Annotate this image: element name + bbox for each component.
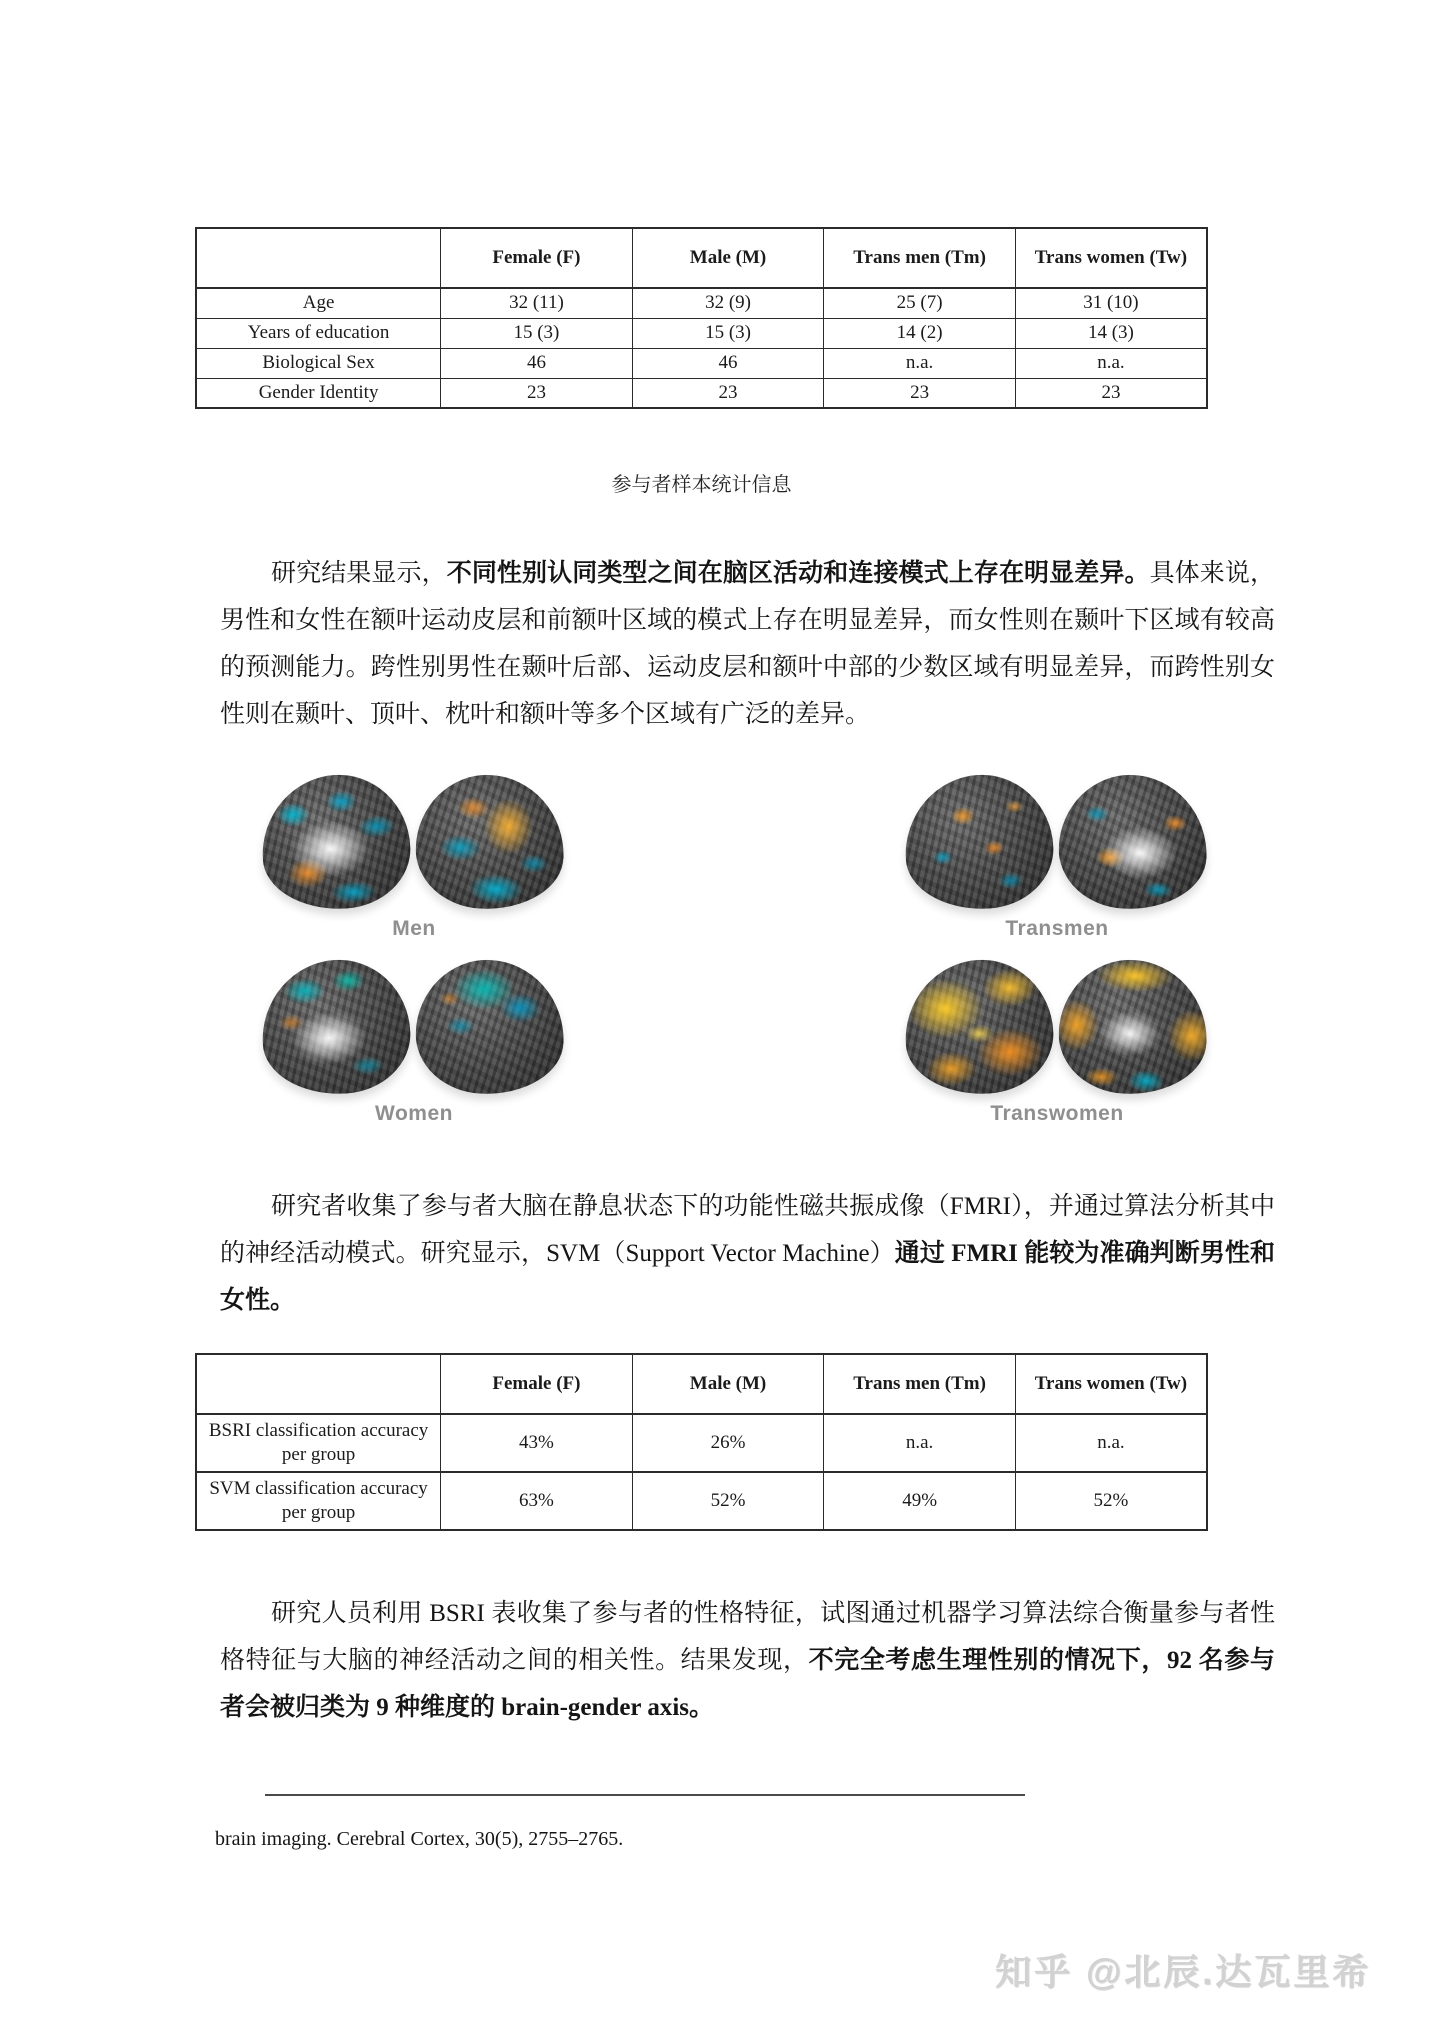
header-cell-transmen: Trans men (Tm) bbox=[824, 1354, 1016, 1414]
brain-figure-men bbox=[262, 775, 566, 941]
figure-label-transmen: Transmen bbox=[1005, 917, 1109, 940]
brain-pair bbox=[905, 960, 1209, 1094]
table-cell: 46 bbox=[441, 348, 633, 378]
footnote-citation: brain imaging. Cerebral Cortex, 30(5), 2755–2765. bbox=[215, 1828, 624, 1850]
figure-label-men: Men bbox=[392, 917, 436, 940]
paragraph-bold-text: 不完全考虑生理性别的情况下，92 名参与者会被归类为 9 种维度的 brain-gender axis。 bbox=[220, 1647, 1275, 1721]
table-cell: 63% bbox=[441, 1472, 633, 1530]
header-cell-transwomen: Trans women (Tw) bbox=[1015, 228, 1207, 288]
brain-image-transmen-medial bbox=[1057, 772, 1210, 911]
brain-figure-transwomen bbox=[905, 960, 1209, 1126]
paragraph-bold-text: 通过 FMRI 能较为准确判断男性和女性。 bbox=[220, 1240, 1276, 1314]
paragraph-bold-text: 不同性别认同类型之间在脑区活动和连接模式上存在明显差异。 bbox=[446, 560, 1150, 587]
table-row-biological-sex bbox=[196, 348, 1207, 378]
classification-accuracy-table bbox=[195, 1353, 1208, 1531]
brain-image-transmen-lateral bbox=[902, 771, 1057, 913]
table-cell: n.a. bbox=[1015, 348, 1207, 378]
paragraph-text: 研究者收集了参与者大脑在静息状态下的功能性磁共振成像（FMRI），并通过算法分析其中的神经活动模式。研究显示，SVM（Support Vector Machine） bbox=[220, 1193, 1275, 1267]
brain-image-transwomen-medial bbox=[1057, 957, 1210, 1096]
header-cell-empty bbox=[196, 1354, 441, 1414]
table-cell: 52% bbox=[632, 1472, 824, 1530]
table-row-svm-accuracy bbox=[196, 1472, 1207, 1530]
demographics-table bbox=[195, 227, 1208, 409]
table-cell: 14 (2) bbox=[824, 318, 1016, 348]
table-cell: 26% bbox=[632, 1414, 824, 1472]
paragraph-text: 研究人员利用 BSRI 表收集了参与者的性格特征，试图通过机器学习算法综合衡量参与者性格特征与大脑的神经活动之间的相关性。结果发现， bbox=[220, 1600, 1275, 1674]
header-cell-male: Male (M) bbox=[632, 1354, 824, 1414]
table-cell: n.a. bbox=[824, 348, 1016, 378]
table-cell: 32 (11) bbox=[441, 288, 633, 318]
table-cell: 23 bbox=[441, 378, 633, 408]
table-cell: 23 bbox=[1015, 378, 1207, 408]
table-row-age bbox=[196, 288, 1207, 318]
brain-pair bbox=[905, 775, 1209, 909]
zhihu-watermark: 知乎 @北辰.达瓦里希 bbox=[995, 1951, 1372, 1992]
paragraph-text: 研究结果显示， bbox=[271, 560, 447, 587]
brain-image-men-medial bbox=[259, 771, 414, 913]
paragraph-fmri-svm bbox=[220, 1183, 1275, 1324]
table-header-row bbox=[196, 228, 1207, 288]
paragraph-results-overview bbox=[220, 550, 1275, 738]
table-cell: 14 (3) bbox=[1015, 318, 1207, 348]
brain-image-women-lateral bbox=[414, 957, 567, 1096]
row-label: Gender Identity bbox=[196, 378, 441, 408]
header-cell-empty bbox=[196, 228, 441, 288]
header-cell-male: Male (M) bbox=[632, 228, 824, 288]
figure-label-transwomen: Transwomen bbox=[990, 1102, 1124, 1125]
brain-pair bbox=[262, 775, 566, 909]
table-row-education bbox=[196, 318, 1207, 348]
table-cell: 15 (3) bbox=[632, 318, 824, 348]
footnote-divider bbox=[265, 1794, 1025, 1796]
header-cell-female: Female (F) bbox=[441, 228, 633, 288]
brain-image-men-lateral bbox=[414, 772, 567, 911]
table-cell: 31 (10) bbox=[1015, 288, 1207, 318]
table-cell: n.a. bbox=[824, 1414, 1016, 1472]
table-header-row bbox=[196, 1354, 1207, 1414]
table-cell: 23 bbox=[824, 378, 1016, 408]
figure-label-women: Women bbox=[375, 1102, 453, 1125]
paragraph-text: 具体来说，男性和女性在额叶运动皮层和前额叶区域的模式上存在明显差异，而女性则在颞叶下区域有较高的预测能力。跨性别男性在颞叶后部、运动皮层和额叶中部的少数区域有明显差异，而跨性别女性则在颞叶、顶叶、枕叶和额叶等多个区域有广泛的差异。 bbox=[220, 560, 1275, 728]
brain-image-transwomen-lateral bbox=[902, 956, 1057, 1098]
header-cell-transmen: Trans men (Tm) bbox=[824, 228, 1016, 288]
table-cell: 43% bbox=[441, 1414, 633, 1472]
brain-pair bbox=[262, 960, 566, 1094]
table-cell: 46 bbox=[632, 348, 824, 378]
row-label: Years of education bbox=[196, 318, 441, 348]
table-cell: 49% bbox=[824, 1472, 1016, 1530]
brain-image-women-medial bbox=[259, 956, 414, 1098]
row-label: SVM classification accuracy per group bbox=[196, 1472, 441, 1530]
table-cell: 15 (3) bbox=[441, 318, 633, 348]
header-cell-transwomen: Trans women (Tw) bbox=[1015, 1354, 1207, 1414]
table-row-gender-identity bbox=[196, 378, 1207, 408]
brain-figure-women bbox=[262, 960, 566, 1126]
table-row-bsri-accuracy bbox=[196, 1414, 1207, 1472]
header-cell-female: Female (F) bbox=[441, 1354, 633, 1414]
table-cell: 52% bbox=[1015, 1472, 1207, 1530]
brain-figure-transmen bbox=[905, 775, 1209, 941]
table-cell: 23 bbox=[632, 378, 824, 408]
table-cell: 25 (7) bbox=[824, 288, 1016, 318]
row-label: BSRI classification accuracy per group bbox=[196, 1414, 441, 1472]
table1-caption: 参与者样本统计信息 bbox=[611, 474, 792, 496]
table-cell: 32 (9) bbox=[632, 288, 824, 318]
paragraph-bsri-brain-gender bbox=[220, 1590, 1275, 1731]
row-label: Age bbox=[196, 288, 441, 318]
table-cell: n.a. bbox=[1015, 1414, 1207, 1472]
row-label: Biological Sex bbox=[196, 348, 441, 378]
